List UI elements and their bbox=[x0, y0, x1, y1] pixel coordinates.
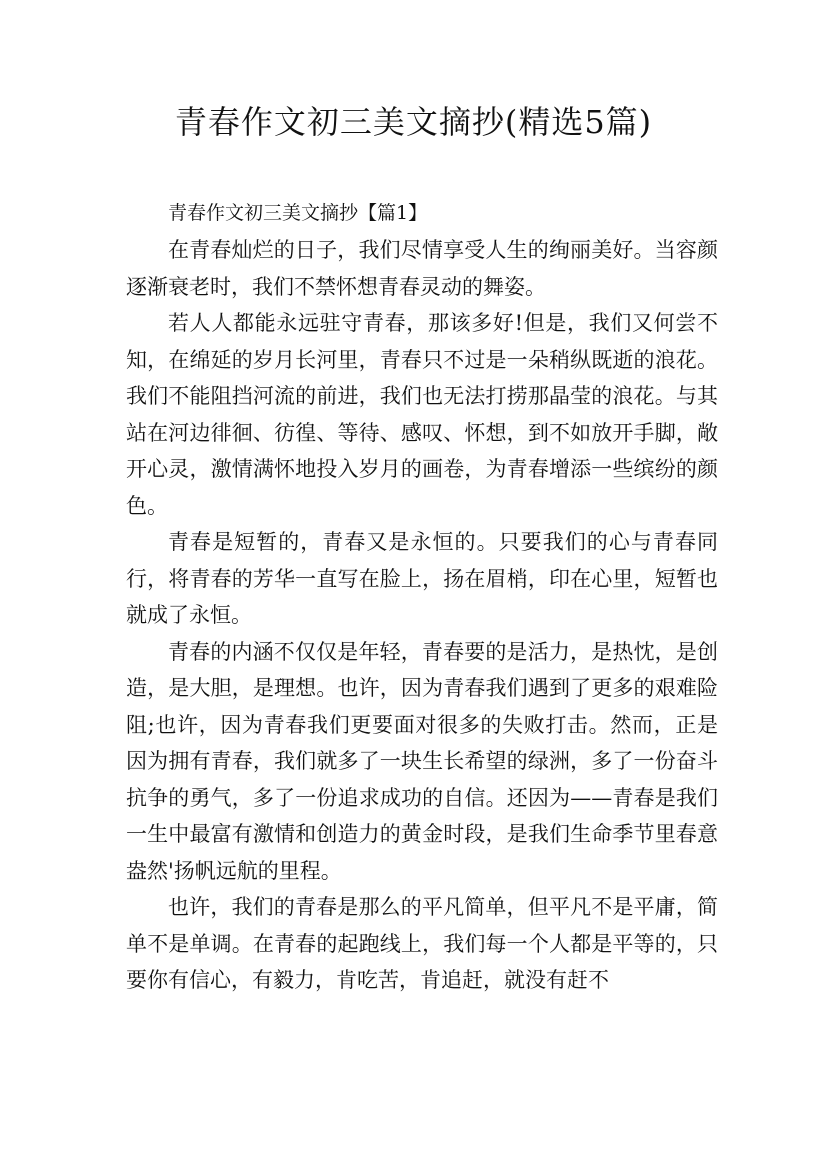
paragraph-5: 也许，我们的青春是那么的平凡简单，但平凡不是平庸，简单不是单调。在青春的起跑线上，我们每一个人都是平等的，只要你有信心，有毅力，肯吃苦，肯追赶，就没有赶不 bbox=[126, 895, 718, 992]
paragraph-2: 若人人都能永远驻守青春，那该多好!但是，我们又何尝不知，在绵延的岁月长河里，青春只不过是一朵稍纵既逝的浪花。我们不能阻挡河流的前进，我们也无法打捞那晶莹的浪花。与其站在河边徘徊、彷徨、等待、感叹、怀想，到不如放开手脚，敞开心灵，激情满怀地投入岁月的画卷，为青春增添一些缤纷的颜色。 bbox=[126, 311, 718, 518]
paragraph-1: 在青春灿烂的日子，我们尽情享受人生的绚丽美好。当容颜逐渐衰老时，我们不禁怀想青春灵动的舞姿。 bbox=[126, 238, 718, 299]
document-title: 青春作文初三美文摘抄(精选5篇) bbox=[174, 103, 653, 141]
document-body bbox=[126, 196, 718, 999]
section-heading: 青春作文初三美文摘抄【篇1】 bbox=[168, 202, 428, 224]
paragraph-3: 青春是短暂的，青春又是永恒的。只要我们的心与青春同行，将青春的芳华一直写在脸上，扬在眉梢，印在心里，短暂也就成了永恒。 bbox=[126, 530, 718, 627]
paragraph-4: 青春的内涵不仅仅是年轻，青春要的是活力，是热忱，是创造，是大胆，是理想。也许，因为青春我们遇到了更多的艰难险阻;也许，因为青春我们更要面对很多的失败打击。然而，正是因为拥有青春，我们就多了一块生长希望的绿洲，多了一份奋斗抗争的勇气，多了一份追求成功的自信。还因为——青春是我们一生中最富有激情和创造力的黄金时段，是我们生命季节里春意盎然'扬帆远航的里程。 bbox=[126, 639, 718, 883]
